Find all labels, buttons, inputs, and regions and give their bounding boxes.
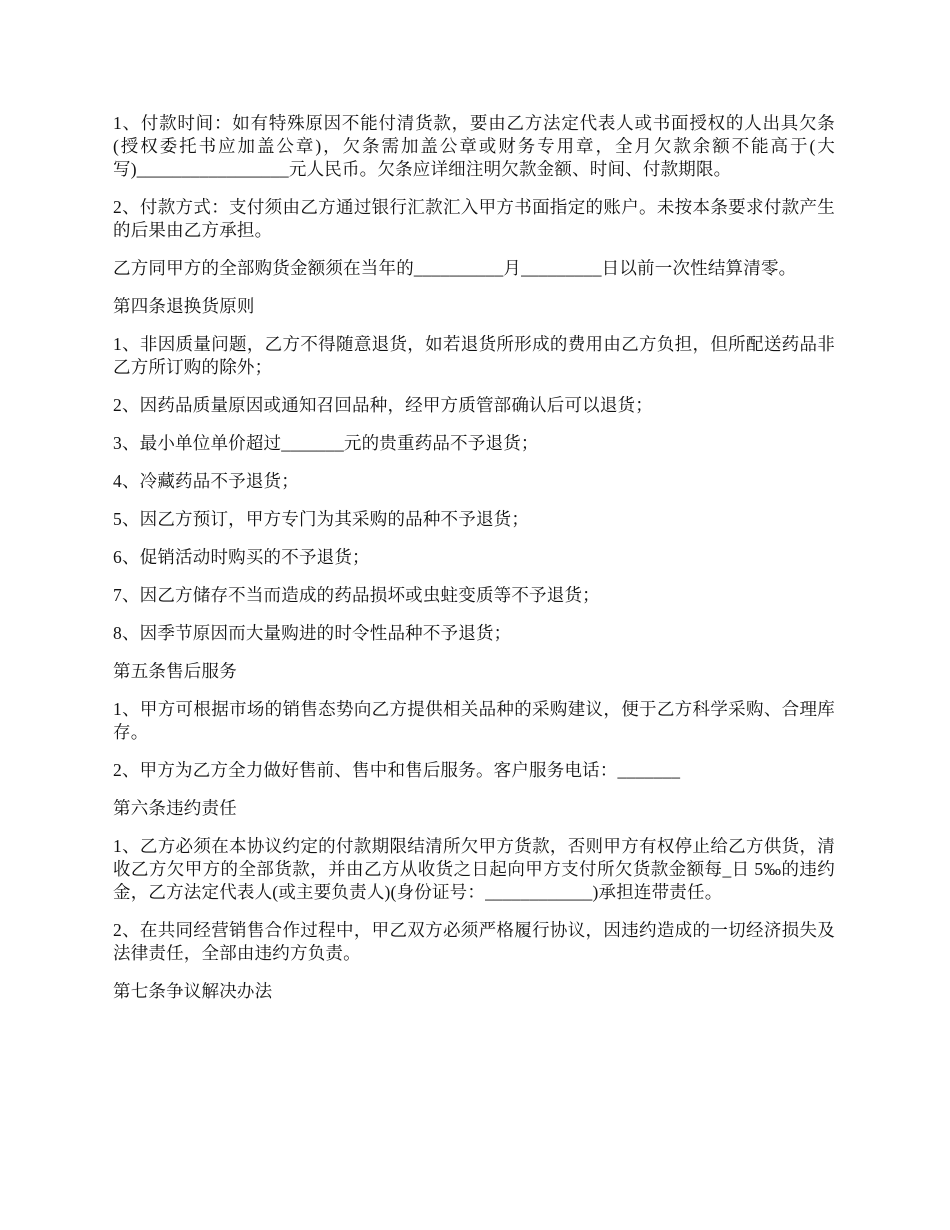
liability-clause-1: 1、乙方必须在本协议约定的付款期限结清所欠甲方货款，否则甲方有权停止给乙方供货，清收乙方欠甲方的全部货款，并由乙方从收货之日起向甲方支付所欠货款金额每_日 5‰的违约金，乙方法定代表人(或主要负责人)(身份证号：____________)承担连带责任。 (113, 836, 835, 902)
article-5-heading: 第五条售后服务 (113, 661, 237, 681)
return-rule-6: 6、促销活动时购买的不予退货； (113, 547, 370, 567)
payment-method-clause: 2、付款方式：支付须由乙方通过银行汇款汇入甲方书面指定的账户。未按本条要求付款产生的后果由乙方承担。 (113, 197, 835, 240)
return-rule-2: 2、因药品质量原因或通知召回品种，经甲方质管部确认后可以退货； (113, 395, 653, 415)
article-4-heading: 第四条退换货原则 (113, 296, 255, 316)
payment-time-clause: 1、付款时间：如有特殊原因不能付清货款，要由乙方法定代表人或书面授权的人出具欠条(授权委托书应加盖公章)，欠条需加盖公章或财务专用章，全月欠款余额不能高于(大写)_________________元人民币。欠条应详细注明欠款金额、时间、付款期限。 (113, 113, 835, 179)
article-7-heading: 第七条争议解决办法 (113, 981, 273, 1001)
return-rule-4: 4、冷藏药品不予退货； (113, 471, 299, 491)
document-body (113, 112, 835, 1018)
liability-clause-2: 2、在共同经营销售合作过程中，甲乙双方必须严格履行协议，因违约造成的一切经济损失及法律责任，全部由违约方负责。 (113, 920, 835, 963)
after-sales-clause-2: 2、甲方为乙方全力做好售前、售中和售后服务。客户服务电话：_______ (113, 760, 681, 780)
return-rule-5: 5、因乙方预订，甲方专门为其采购的品种不予退货； (113, 509, 530, 529)
return-rule-7: 7、因乙方储存不当而造成的药品损坏或虫蛀变质等不予退货； (113, 585, 600, 605)
return-rule-8: 8、因季节原因而大量购进的时令性品种不予退货； (113, 623, 512, 643)
article-6-heading: 第六条违约责任 (113, 798, 237, 818)
return-rule-3: 3、最小单位单价超过_______元的贵重药品不予退货； (113, 433, 539, 453)
after-sales-clause-1: 1、甲方可根据市场的销售态势向乙方提供相关品种的采购建议，便于乙方科学采购、合理库存。 (113, 699, 835, 742)
return-rule-1: 1、非因质量问题，乙方不得随意退货，如若退货所形成的费用由乙方负担，但所配送药品非乙方所订购的除外； (113, 334, 835, 377)
settlement-deadline-clause: 乙方同甲方的全部购货金额须在当年的__________月_________日以前一次性结算清零。 (113, 258, 797, 278)
